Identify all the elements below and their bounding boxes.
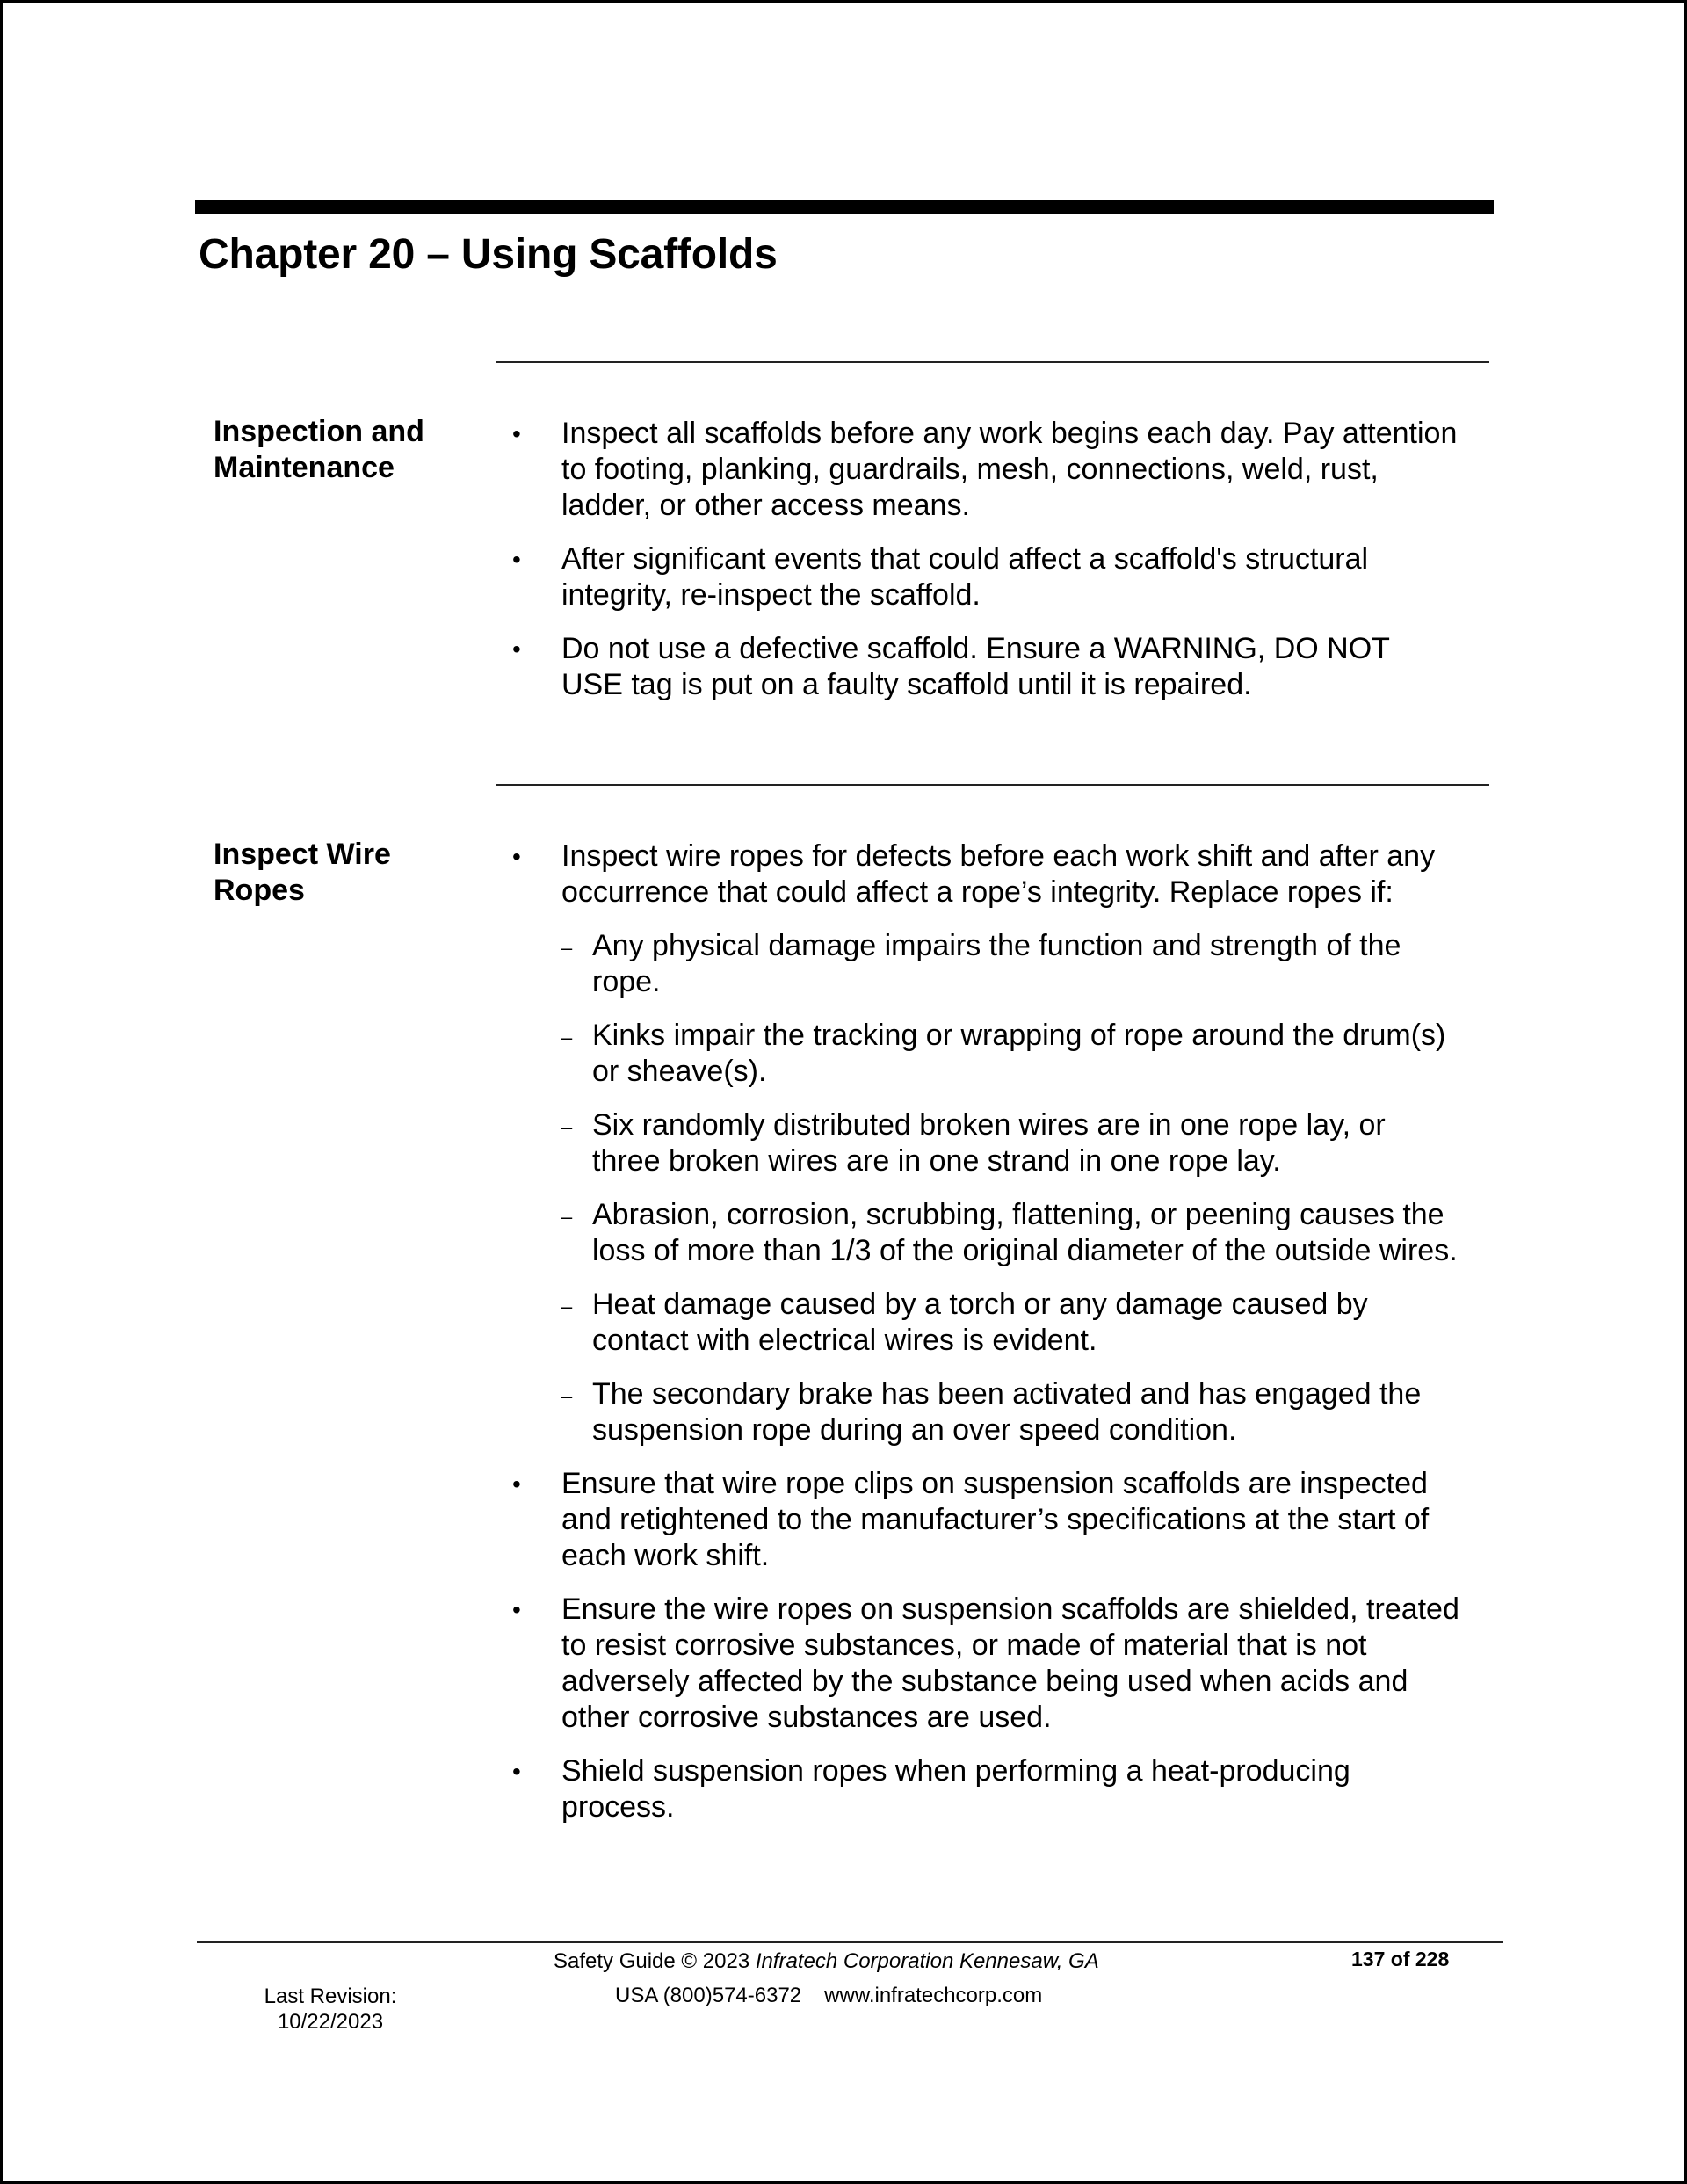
section-divider — [496, 784, 1489, 786]
sub-list-item: – Six randomly distributed broken wires are in one rope lay, or three broken wires are in one strand in one rope lay. — [561, 1108, 1386, 1178]
section-heading-inspection: Inspection and Maintenance — [214, 415, 424, 484]
footer-copyright: Safety Guide © 2023 Infratech Corporation Kennesaw, GA — [554, 1949, 1099, 1973]
dash-icon: – — [561, 1206, 573, 1228]
footer-divider — [197, 1941, 1503, 1943]
last-revision: Last Revision: 10/22/2023 — [264, 1984, 397, 2034]
dash-icon: – — [561, 1385, 573, 1407]
bullet-icon: • — [512, 1470, 521, 1498]
section-heading-wire-ropes: Inspect Wire Ropes — [214, 838, 391, 907]
sub-list-item: – Kinks impair the tracking or wrapping of rope around the drum(s) or sheave(s). — [561, 1019, 1446, 1088]
footer-contact: USA (800)574-6372 www.infratechcorp.com — [615, 1984, 1043, 2007]
list-item: • After significant events that could affect a scaffold's structural integrity, re-inspect the scaffold. — [512, 542, 1369, 612]
list-item: • Ensure the wire ropes on suspension scaffolds are shielded, treated to resist corrosive substances, or made of material that is not adversely affected by the substance being used when acids and other corrosive substances are used. — [512, 1593, 1459, 1734]
bullet-icon: • — [512, 1758, 521, 1785]
sub-list-item: – The secondary brake has been activated and has engaged the suspension rope during an over speed condition. — [561, 1377, 1422, 1447]
dash-icon: – — [561, 1116, 573, 1138]
sub-list-item: – Abrasion, corrosion, scrubbing, flattening, or peening causes the loss of more than 1/3 of the original diameter of the outside wires. — [561, 1198, 1458, 1267]
chapter-title: Chapter 20 – Using Scaffolds — [199, 231, 778, 278]
section-divider — [496, 361, 1489, 363]
inspection-bullet-list — [504, 416, 1497, 721]
list-item: • Inspect wire ropes for defects before each work shift and after any occurrence that could affect a rope’s integrity. Replace ropes if: – Any physical damage impairs the function and strength of the rope. – Kinks impair the tracking or wrapping of rope around the drum(s) or sheave(s). – Six randomly distributed broken wires are in one rope lay, or three broken wires are in one strand in one rope lay. – Abrasion, corrosion, scrubbing, flattening, or peening causes the loss of more than 1/3 of the original diameter of the outside wires. – Heat damage caused by a torch or any damage caused by contact with electrical wires is evident. – The secondary brake has been activated and has engaged the suspension rope during an over speed condition. — [504, 838, 1497, 1448]
website-link[interactable]: www.infratechcorp.com — [824, 1984, 1043, 2007]
page-number: 137 of 228 — [1351, 1948, 1450, 1970]
list-item: • Shield suspension ropes when performing a heat-producing process. — [512, 1754, 1350, 1824]
bullet-icon: • — [512, 635, 521, 663]
list-item: • Ensure that wire rope clips on suspension scaffolds are inspected and retightened to the manufacturer’s specifications at the start of each work shift. — [512, 1467, 1430, 1572]
bullet-icon: • — [512, 843, 521, 870]
bullet-icon: • — [512, 546, 521, 573]
dash-icon: – — [561, 1295, 573, 1317]
list-item: • Do not use a defective scaffold. Ensure a WARNING, DO NOT USE tag is put on a faulty scaffold until it is repaired. — [512, 632, 1390, 701]
bullet-icon: • — [512, 420, 521, 447]
chapter-header-bar — [195, 200, 1494, 214]
sub-list-item: – Any physical damage impairs the function and strength of the rope. — [561, 929, 1401, 998]
dash-icon: – — [561, 937, 573, 959]
bullet-icon: • — [512, 1596, 521, 1623]
list-item: • Inspect all scaffolds before any work begins each day. Pay attention to footing, planking, guardrails, mesh, connections, weld, rust, ladder, or other access means. — [512, 417, 1458, 522]
wire-ropes-bullet-list — [504, 838, 1497, 1843]
dash-icon: – — [561, 1027, 573, 1048]
sub-list-item: – Heat damage caused by a torch or any damage caused by contact with electrical wires is evident. — [561, 1288, 1368, 1357]
replace-conditions-list — [561, 928, 1497, 1448]
